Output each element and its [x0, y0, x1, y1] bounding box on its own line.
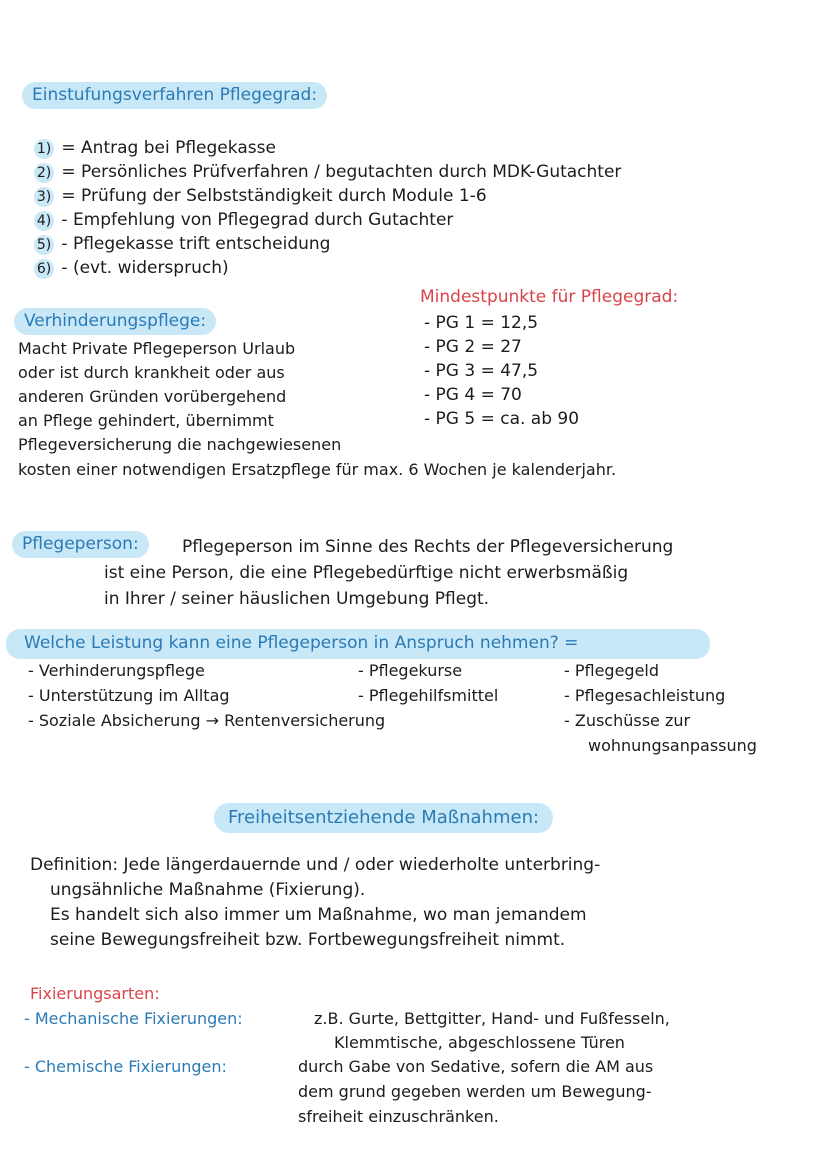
freiheit-definition-line: Definition: Jede längerdauernde und / oder wiederholte unterbring-	[30, 855, 601, 875]
fixierung-mech-line: Klemmtische, abgeschlossene Türen	[334, 1033, 625, 1052]
verhinderung-line: kosten einer notwendigen Ersatzpflege für max. 6 Wochen je kalenderjahr.	[18, 460, 617, 479]
freiheit-title: Freiheitsentziehende Maßnahmen:	[214, 808, 553, 829]
leistung-item: wohnungsanpassung	[588, 736, 757, 755]
einstufung-step: 5) - Pflegekasse trift entscheidung	[34, 235, 330, 255]
mindestpunkte-item: - PG 2 = 27	[424, 337, 522, 357]
leistung-item: - Unterstützung im Alltag	[28, 686, 230, 705]
mindestpunkte-item: - PG 4 = 70	[424, 385, 522, 405]
fixierung-title: Fixierungsarten:	[30, 984, 160, 1003]
freiheit-definition-line: seine Bewegungsfreiheit bzw. Fortbewegungsfreiheit nimmt.	[50, 930, 566, 950]
verhinderung-line: Macht Private Pflegeperson Urlaub	[18, 339, 296, 358]
pflegeperson-title: Pflegeperson:	[12, 535, 149, 555]
verhinderung-line: oder ist durch krankheit oder aus	[18, 363, 285, 382]
leistung-item: - Pflegekurse	[358, 661, 463, 680]
verhinderung-line: an Pflege gehindert, übernimmt	[18, 411, 274, 430]
mindestpunkte-item: - PG 1 = 12,5	[424, 313, 539, 333]
freiheit-definition-line: Es handelt sich also immer um Maßnahme, wo man jemandem	[50, 905, 587, 925]
einstufung-title: Einstufungsverfahren Pflegegrad:	[22, 86, 327, 106]
fixierung-chem-line: dem grund gegeben werden um Bewegung-	[298, 1082, 652, 1101]
pflegeperson-line: in Ihrer / seiner häuslichen Umgebung Pflegt.	[104, 589, 490, 609]
leistung-item: - Pflegesachleistung	[564, 686, 726, 705]
einstufung-step: 3) = Prüfung der Selbstständigkeit durch Module 1-6	[34, 187, 487, 207]
fixierung-chem-line: durch Gabe von Sedative, sofern die AM aus	[298, 1057, 654, 1076]
fixierung-mech-label: - Mechanische Fixierungen:	[24, 1009, 243, 1028]
fixierung-mech-line: z.B. Gurte, Bettgitter, Hand- und Fußfesseln,	[314, 1009, 670, 1028]
leistung-item: - Zuschüsse zur	[564, 711, 691, 730]
verhinderung-line: anderen Gründen vorübergehend	[18, 387, 287, 406]
verhinderung-title: Verhinderungspflege:	[14, 312, 216, 332]
verhinderung-line: Pflegeversicherung die nachgewiesenen	[18, 435, 342, 454]
leistung-item: - Pflegehilfsmittel	[358, 686, 499, 705]
fixierung-chem-label: - Chemische Fixierungen:	[24, 1057, 227, 1076]
einstufung-step: 1) = Antrag bei Pflegekasse	[34, 139, 276, 159]
einstufung-step: 4) - Empfehlung von Pflegegrad durch Gutachter	[34, 211, 453, 231]
freiheit-definition-line: ungsähnliche Maßnahme (Fixierung).	[50, 880, 366, 900]
mindestpunkte-title: Mindestpunkte für Pflegegrad:	[420, 287, 679, 307]
leistung-title: Welche Leistung kann eine Pflegeperson in Anspruch nehmen? =	[24, 633, 579, 653]
mindestpunkte-item: - PG 5 = ca. ab 90	[424, 409, 580, 429]
pflegeperson-line: Pflegeperson im Sinne des Rechts der Pflegeversicherung	[182, 537, 674, 557]
einstufung-step: 6) - (evt. widerspruch)	[34, 259, 229, 279]
pflegeperson-line: ist eine Person, die eine Pflegebedürftige nicht erwerbsmäßig	[104, 563, 629, 583]
leistung-item: - Pflegegeld	[564, 661, 660, 680]
einstufung-step: 2) = Persönliches Prüfverfahren / begutachten durch MDK-Gutachter	[34, 163, 621, 183]
leistung-item: - Verhinderungspflege	[28, 661, 205, 680]
mindestpunkte-item: - PG 3 = 47,5	[424, 361, 539, 381]
fixierung-chem-line: sfreiheit einzuschränken.	[298, 1107, 499, 1126]
leistung-item: - Soziale Absicherung → Rentenversicherung	[28, 711, 386, 730]
